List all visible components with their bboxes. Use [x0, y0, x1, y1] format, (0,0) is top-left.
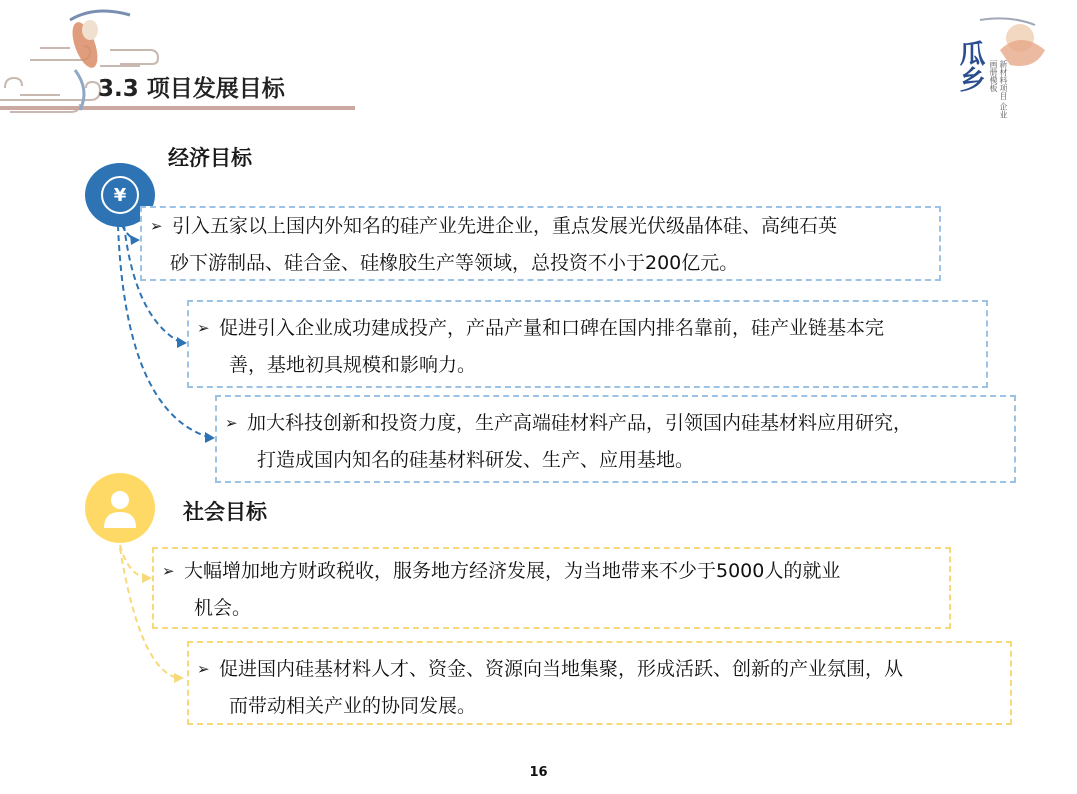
economic-goal-1: [140, 206, 941, 281]
brand-logo: [940, 10, 1060, 120]
logo-title: 瓜乡: [955, 40, 985, 92]
arrow-bullet-icon: ➢: [197, 660, 210, 678]
section-title: 3.3 项目发展目标: [98, 76, 285, 102]
arrow-bullet-icon: ➢: [162, 562, 175, 580]
logo-subtitle: 新材料项目 企业画册模板: [989, 60, 1008, 119]
social-icon-badge: [85, 473, 155, 543]
yen-icon: ¥: [101, 176, 139, 214]
goal-text-line1: 大幅增加地方财政税收，服务地方经济发展，为当地带来不少于5000人的就业: [184, 560, 841, 582]
goal-text-line2: 而带动相关产业的协同发展。: [229, 695, 477, 717]
arrow-bullet-icon: ➢: [225, 414, 238, 432]
goal-text-line1: 促进引入企业成功建成投产，产品产量和口碑在国内排名靠前，硅产业链基本完: [219, 317, 885, 339]
page-number: 16: [529, 765, 548, 780]
social-goal-2: [187, 641, 1012, 725]
arrow-bullet-icon: ➢: [197, 319, 210, 337]
social-heading: 社会目标: [183, 500, 267, 524]
arrow-bullet-icon: ➢: [150, 217, 163, 235]
economic-goal-2: [187, 300, 988, 388]
economic-heading: 经济目标: [168, 146, 252, 170]
goal-text-line2: 善，基地初具规模和影响力。: [229, 354, 477, 376]
person-icon: [102, 488, 138, 528]
goal-text-line1: 促进国内硅基材料人才、资金、资源向当地集聚，形成活跃、创新的产业氛围，从: [219, 658, 904, 680]
goal-text-line2: 机会。: [194, 597, 252, 619]
header-decoration: [0, 0, 370, 130]
goal-text-line2: 砂下游制品、硅合金、硅橡胶生产等领域，总投资不小于200亿元。: [170, 252, 739, 274]
goal-text-line2: 打造成国内知名的硅基材料研发、生产、应用基地。: [257, 449, 695, 471]
goal-text-line1: 加大科技创新和投资力度，生产高端硅材料产品，引领国内硅基材料应用研究，: [247, 412, 913, 434]
social-goal-1: [152, 547, 951, 629]
goal-text-line1: 引入五家以上国内外知名的硅产业先进企业，重点发展光伏级晶体硅、高纯石英: [172, 215, 838, 237]
arrow-social-1: [120, 545, 147, 578]
economic-goal-3: [215, 395, 1016, 483]
